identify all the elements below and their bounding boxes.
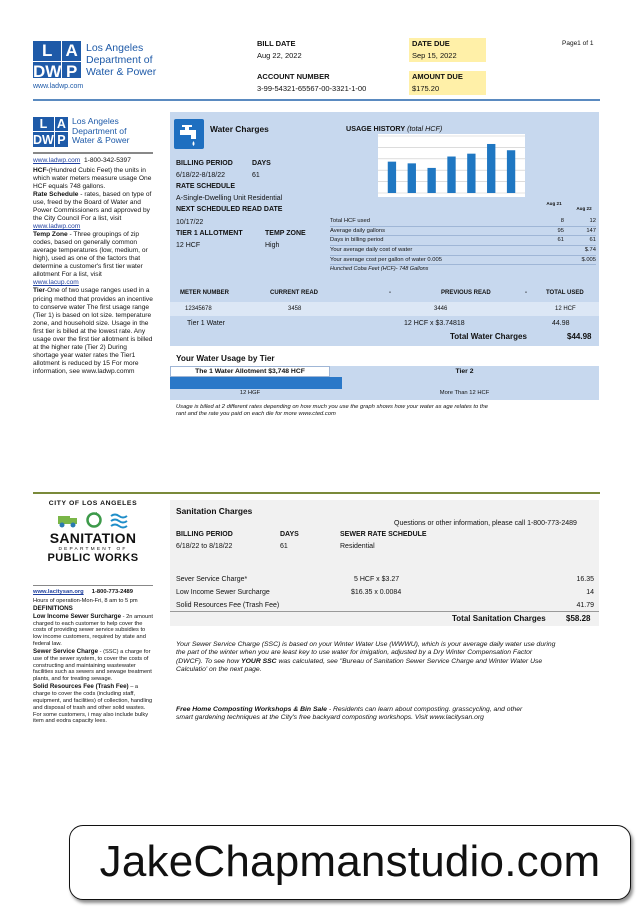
logo-letter: L [33,117,55,132]
stats-row [330,236,596,246]
next-read-label: NEXT SCHEDULED READ DATE [176,206,283,213]
tier-term: Tier [33,287,45,295]
water-faucet-icon [174,119,204,149]
header-website[interactable]: www.ladwp.com [33,83,84,90]
sanitation-title: Sanitation Charges [176,506,253,516]
san-line-amount: 16.35 [576,576,594,583]
meter-table-header [170,287,599,301]
total-used-header: TOTAL USED [546,290,584,296]
hcf-term: HCF- [33,167,49,174]
ladwp-header-logo [33,41,157,81]
org-name-line: Los Angeles [86,42,144,54]
total-water-label: Total Water Charges [450,332,527,341]
rate-schedule-label: RATE SCHEDULE [176,183,235,190]
meter-table-row [170,302,599,316]
sanitation-logo [33,500,153,565]
water-charges-title: Water Charges [210,124,269,134]
ladwp-logo-mark-small [33,117,68,147]
total-water-amount: $44.98 [567,332,592,341]
org-name-line: Water & Power [86,66,157,79]
promo-bold: Free Home Composting Workshops & Bin Sale [176,706,327,713]
date-due-value: Sep 15, 2022 [412,50,457,60]
next-read-value: 10/17/22 [176,219,204,226]
city-label: CITY OF LOS ANGELES [48,500,138,507]
san-line-label: Solid Resources Fee (Trash Fee) [176,602,280,609]
composting-promo [176,706,536,723]
sidebar-divider [33,152,153,154]
sewer-rate-label: SEWER RATE SCHEDULE [340,531,427,538]
amount-due-block [409,71,486,95]
sanitation-wordmark: SANITATION [49,529,137,546]
stats-value-curr: 12 [589,218,596,224]
usage-stats-table [330,217,596,273]
billing-period-value: 6/18/22-8/18/22 [176,172,226,179]
san-phone: 1-800-773-2489 [91,589,134,595]
sidebar-phone: 1-800-342-5397 [83,157,131,164]
watermark-banner: JakeChapmanstudio.com [69,825,631,900]
tier1-header: The 1 Water Allotment $3,748 HCF [170,366,330,377]
ssc-note-text: Your Sewer Service Charge (SSC) is based on your Winter Water Use (WWWU), which is your average daily water use during the part of the winter when you are least key to use water for imigation, adjusted by a Dry Winter Compensation Factor (DWCF). To see how [176,641,556,665]
org-name-line: Department of [72,125,127,136]
stats-label: Total HCF used [330,218,370,224]
water-sidebar-contact [33,157,155,165]
promo-text: - Residents can learn about composting. grasscycling, and other smart gardening techniques at the City's free backyard composting workshops. Visit www.lacitysan.org [176,706,523,722]
stats-row [330,246,596,256]
stats-value-prev: 95 [557,227,564,234]
logo-letter: DW [33,132,54,147]
logo-letter: P [57,132,66,147]
date-due-label: DATE DUE [412,39,450,48]
water-waves-icon [109,511,129,529]
stats-row [330,227,596,237]
section-divider [33,492,600,494]
temp-zone-label: TEMP ZONE [265,230,306,237]
stats-label: Average daily gallons [330,227,385,234]
tier-usage-title: Your Water Usage by Tier [176,354,275,363]
logo-letter: A [62,41,81,62]
tier1-water-calc: 12 HCF x $3.74818 [404,320,465,327]
rate-schedule-link[interactable]: www.ladwp.com [33,223,81,231]
water-sidebar-definitions [33,167,153,376]
temp-zone-text: - Three groupings of zip codes, based on generally common average temperatures (low, medium, or high), used as one of the factors that determine a customer's first tier water allotment For a list, visit [33,231,148,279]
ssc-text: - (SSC) a charge for use of the sewer system, to cover the costs of constructing and maintaining wastewater facilities such as sewers and sewage treatment plants, and for treating sewage. [33,648,152,683]
ssc-note-end: was calculated, see "Bureau of Sanitation Sewer Service Charge and Winter Water Use Calculatio' on the next page. [176,657,543,674]
temp-zone-term: Temp Zone [33,231,68,239]
rate-schedule-value: A-Single-Dwelling Unit Residential [176,195,283,202]
rate-schedule-text: - rates, based on type of use, freed by the Board of Water and Power Commissioners and approved by the City Council For a list, visit [33,191,152,223]
san-line-calc: 5 HCF x $3.27 [354,576,400,583]
org-name-line: Department of [86,54,153,67]
dept-of: DEPARTMENT OF [58,546,128,552]
stats-value-prev [538,257,564,264]
logo-letter: P [65,61,78,81]
header-dash: - [389,290,391,296]
ssc-term: Sewer Service Charge [33,647,99,655]
stats-value-prev: 61 [557,237,564,244]
tier1-allotment-value: 12 HCF [176,242,201,249]
hours-text: Hours of operation-Mon-Fri, 8 am to 5 pm [33,598,138,604]
meter-number: 12345678 [185,306,212,312]
san-billing-period-label: BILLING PERIOD [176,531,233,538]
stats-value-curr: 61 [589,237,596,244]
org-name-line: Water & Power [72,135,130,146]
tier1-range: 12 HGF [239,390,261,396]
srf-term: Solid Resources Fee (Trash Fee) [33,683,129,691]
page-number: Page1 of 1 [562,40,594,47]
tier1-water-line [170,318,599,330]
san-line-calc: $16.35 x 0.0084 [351,589,402,596]
col-aug21: Aug 21 [546,201,562,206]
sewer-rate: Residential [340,543,375,550]
sidebar-website-link[interactable]: www.ladwp.com [33,157,81,164]
account-number-block [257,73,366,93]
amount-due-value: $175.20 [412,83,440,93]
tier1-usage-bar [170,377,342,389]
logo-letter: A [55,117,68,132]
usage-history-chart [378,134,525,197]
low-income-text: - 2n amount charged to each customer to help cover the costs of providing sewer service subsidies to low income customers, required by state and federal law. [33,613,153,648]
account-number-value: 3-99-54321-65567-00-3321-1-00 [257,83,367,93]
water-sidebar-logo [33,117,129,147]
usage-bar [487,144,495,193]
date-due-block [409,38,486,62]
tier-usage-note: Usage is billed at 2 different rates depending on how much you use the graph shows how your water as age relates to the rant and the rate you paid on each die for more www.cted.com [176,404,488,417]
san-line-label: Low Income Sewer Surcharge [176,589,270,596]
temp-zone-link[interactable]: www.lacup.com [33,279,79,287]
current-read-header: CURRENT READ [270,290,318,296]
tier-text: -One of two usage ranges used in a pricing method that provides an incentive to conserve water The first usage range (Tier 1) is based on lot size. temperature zone, and household size. Usage in the first tier is billed at the lowest rate. Any usage over the first tier allotment is billed at the higher rate (Tier 2) During shortage year water rates the Tier1 allotment is reduced by 15 For more information, see www.ladwp.comm [33,287,153,375]
usage-bar [507,150,515,193]
stats-value-curr: $.74 [584,246,596,253]
usage-bar [447,157,455,193]
san-days-label: DAYS [280,531,299,538]
amount-due-label: AMOUNT DUE [412,72,463,81]
san-billing-period: 6/18/22 to 8/18/22 [176,543,233,550]
logo-letter: L [33,41,62,62]
srf-text: – a charge to cover the cods (including staff, equipment, and facilities) of collection, handling and disposal of trash and other solid wastes. For some customers, i may also include bulky item and eodra capacity lees. [33,684,153,725]
col-aug22: Aug 22 [576,206,592,211]
stats-label: Days in billing period [330,237,384,244]
bill-date-block [257,40,302,60]
truck-icon [57,511,79,529]
total-used: 12 HCF [555,306,576,312]
san-line-amount: 14 [586,589,594,596]
ladwp-logo-mark [33,41,81,81]
san-days: 61 [280,543,288,550]
org-name-line: Los Angeles [72,116,119,126]
sanitation-questions: Questions or other information, please call 1-800-773-2489 [394,520,577,527]
san-total-amount: $58.28 [566,614,591,623]
previous-read-header: PREVIOUS READ [441,290,491,296]
hcf-text: (Hundred Cubic Feet) the units in which water meters measure usage One HCF equals 748 gallons. [33,167,152,191]
san-sidebar-definitions [33,598,153,725]
public-works: PUBLIC WORKS [47,552,139,565]
stats-row [330,256,596,266]
san-sidebar-divider [33,585,153,586]
logo-letter: DW [33,61,62,81]
lacitysan-link[interactable]: www.lacitysan.org [33,589,84,595]
recycle-icon [85,511,103,529]
usage-history-label: USAGE HISTORY [346,124,406,133]
usage-bar [408,163,416,193]
low-income-term: Low Income Sewer Surcharge [33,612,122,620]
tier1-water-amount: 44.98 [552,320,570,327]
sidebar-org-name [72,117,129,146]
temp-zone-value: High [265,242,280,249]
definitions-label: DEFINITIONS [33,604,73,612]
stats-note: Hunched Coba Feet (HCF)- 748 Gallons [330,266,429,273]
ladwp-org-name [86,42,156,78]
meter-number-header: METER NUMBER [180,290,229,296]
san-sidebar-contact [33,589,155,596]
stats-label: Your average cost per gallon of water 0.005 [330,256,442,263]
days-label: DAYS [252,160,271,167]
stats-value-curr: 147 [586,227,596,234]
stats-value-curr: $.005 [581,256,596,263]
usage-chart-svg [378,134,525,197]
days-value: 61 [252,172,260,179]
stats-label: Your average daily cost of water [330,246,413,253]
usage-history-unit: (total HCF) [407,124,443,133]
ssc-explanation [176,641,556,675]
tier1-allotment-label: TIER 1 ALLOTMENT [176,230,243,237]
tier2-header: Tier 2 [455,368,474,375]
san-line-amount: 41.79 [576,602,594,609]
previous-read: 3446 [434,306,448,312]
san-line-label: Sever Service Charge* [176,576,248,583]
header-dash: - [525,290,527,296]
billing-period-label: BILLING PERIOD [176,160,233,167]
account-number-label: ACCOUNT NUMBER [257,72,330,81]
current-read: 3458 [288,306,302,312]
san-total-rule [170,611,599,612]
san-total-label: Total Sanitation Charges [452,614,546,623]
tier2-range: More Than 12 HCF [439,390,490,396]
bill-date-value: Aug 22, 2022 [257,50,302,60]
tier1-water-label: Tier 1 Water [187,320,225,327]
header-divider [33,99,600,101]
ssc-note-bold: YOUR SSC [241,657,277,665]
usage-bar [427,168,435,193]
sanitation-icons [33,511,153,529]
stats-value-prev: 8 [560,218,564,224]
rate-schedule-term: Rate Schedule [33,191,79,199]
usage-history-heading [346,125,442,133]
stats-row [330,217,596,227]
bill-date-label: BILL DATE [257,39,296,48]
usage-bar [467,154,475,193]
stats-value-prev [538,247,564,254]
usage-bar [388,162,396,193]
tier-usage-graph [170,366,599,400]
